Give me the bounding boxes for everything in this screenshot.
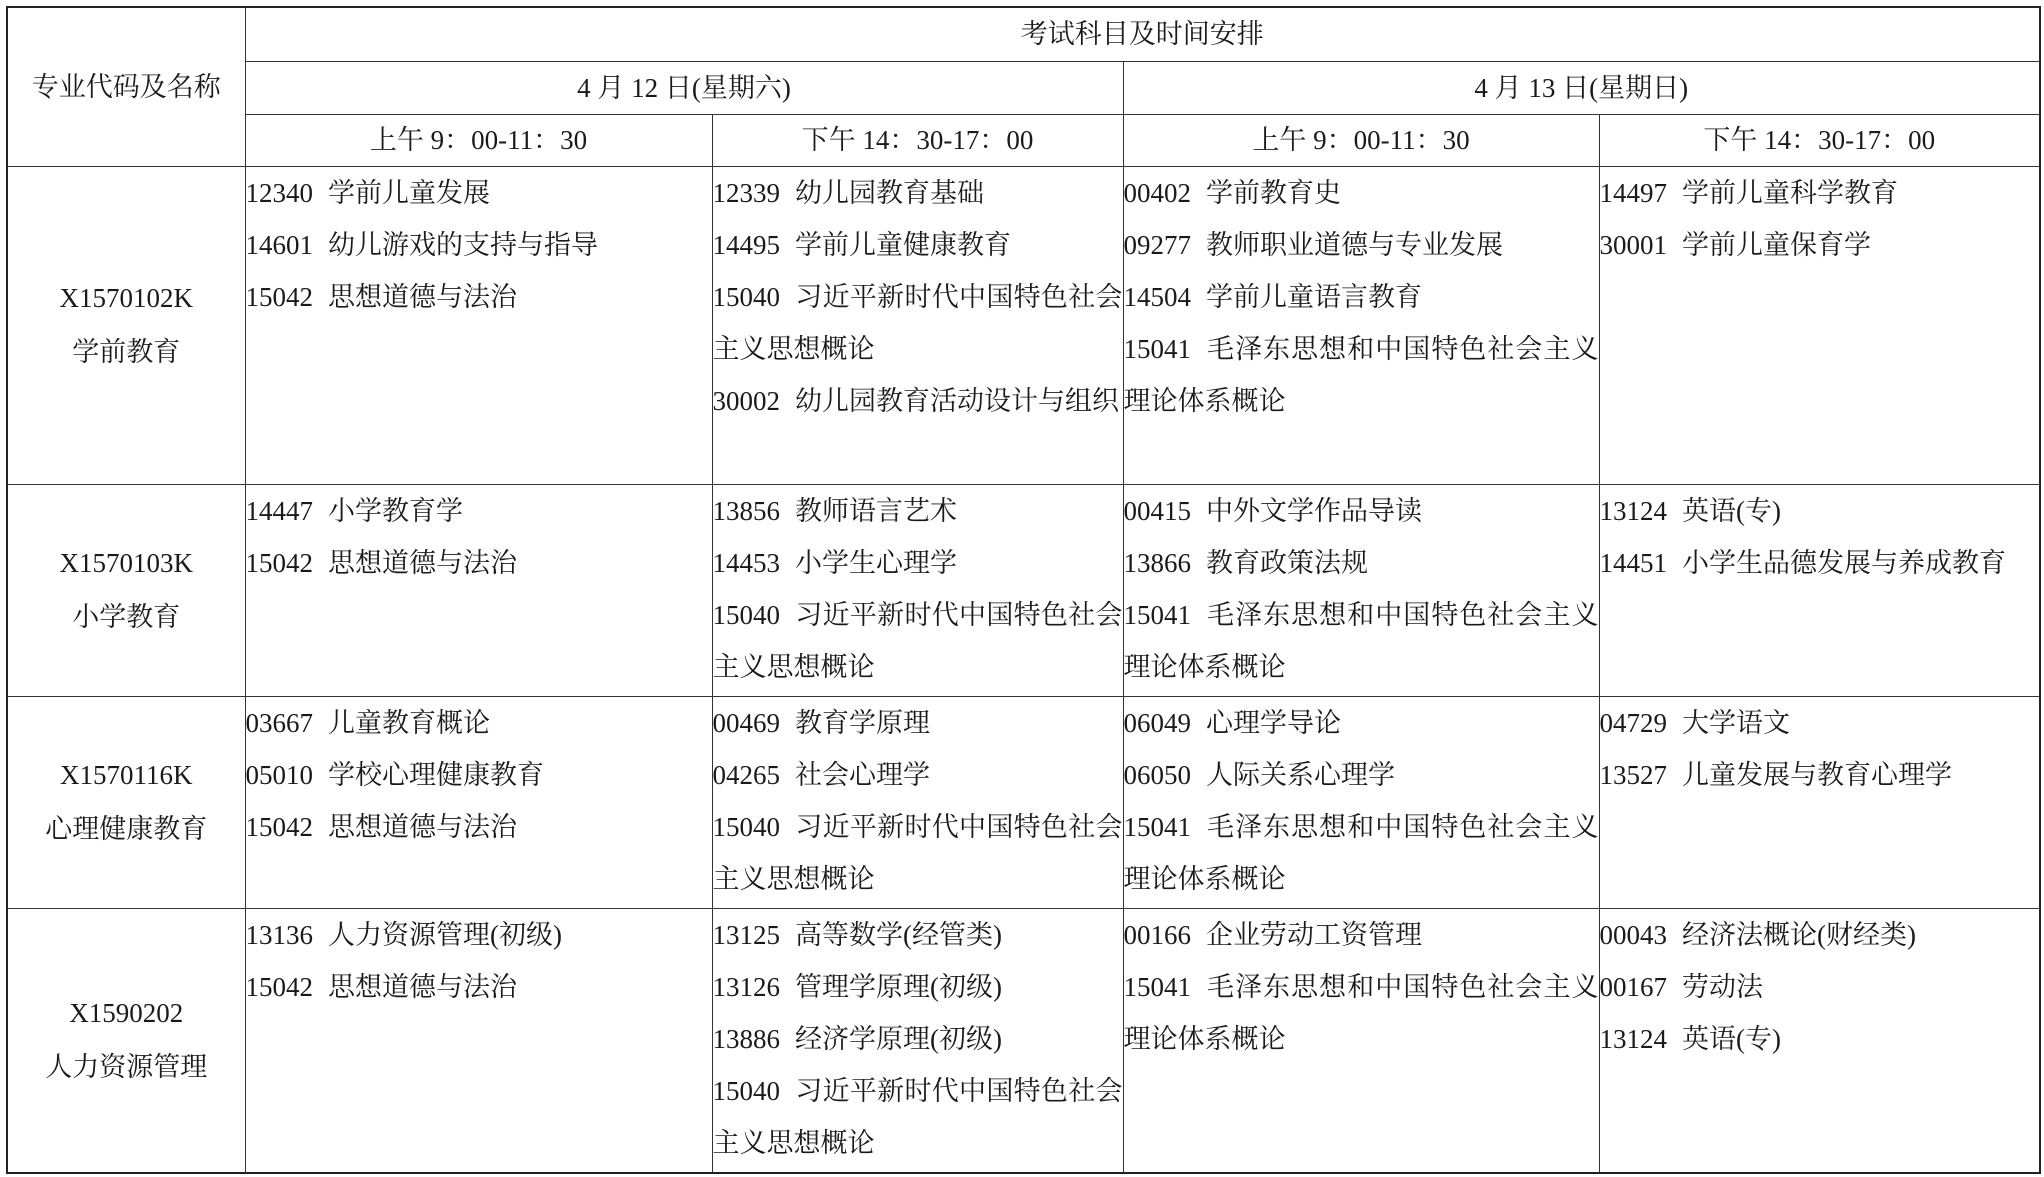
subject-code: 00415 <box>1123 495 1191 526</box>
subject-name: 习近平新时代中国特色社会主义思想概论 <box>712 1075 1123 1158</box>
subject-code: 15041 <box>1123 333 1191 364</box>
subject-name: 幼儿游戏的支持与指导 <box>328 229 598 260</box>
subject-code: 15041 <box>1123 811 1191 842</box>
subject-entry <box>246 219 712 271</box>
subject-entry <box>713 219 1123 271</box>
subject-code: 00166 <box>1123 919 1191 950</box>
major-code: X1590202 <box>69 998 184 1029</box>
subject-name: 毛泽东思想和中国特色社会主义理论体系概论 <box>1123 599 1599 682</box>
subject-code: 14504 <box>1123 281 1191 312</box>
subject-name: 学前儿童科学教育 <box>1682 177 1898 208</box>
header-row-dates <box>7 61 2040 114</box>
date-header-day-2: 4 月 13 日(星期日) <box>1123 61 2040 114</box>
subject-entry <box>1124 219 1599 271</box>
subject-code: 15042 <box>245 811 313 842</box>
subject-entry <box>246 909 712 961</box>
major-name: 人力资源管理 <box>45 1052 208 1083</box>
subject-name: 人力资源管理(初级) <box>328 919 562 950</box>
subject-name: 教育政策法规 <box>1206 547 1368 578</box>
subject-name: 幼儿园教育活动设计与组织 <box>795 385 1119 416</box>
subject-name: 小学生心理学 <box>795 547 957 578</box>
session-header-day-2-morning: 上午 9：00-11：30 <box>1123 114 1599 166</box>
subject-entry <box>1124 697 1599 749</box>
subject-entry <box>1124 537 1599 589</box>
subject-name: 习近平新时代中国特色社会主义思想概论 <box>712 281 1123 364</box>
major-name: 小学教育 <box>72 602 181 632</box>
schedule-body <box>7 166 2040 1173</box>
subject-name: 习近平新时代中国特色社会主义思想概论 <box>712 599 1123 682</box>
exam-schedule-table <box>6 6 2041 1174</box>
subject-entry <box>1124 589 1599 693</box>
subject-name: 学前教育史 <box>1206 177 1341 208</box>
subject-cell-day-2-afternoon <box>1599 696 2040 908</box>
subject-entry <box>1600 167 2040 219</box>
major-name: 心理健康教育 <box>45 814 208 844</box>
subject-entry <box>1124 801 1599 905</box>
subject-name: 学前儿童语言教育 <box>1206 281 1422 312</box>
subject-name: 小学生品德发展与养成教育 <box>1682 547 2006 578</box>
subject-name: 思想道德与法治 <box>328 971 517 1002</box>
subject-entry <box>713 485 1123 537</box>
subject-code: 15042 <box>245 281 313 312</box>
subject-entry <box>1600 1013 2040 1065</box>
subject-name: 幼儿园教育基础 <box>795 177 984 208</box>
subject-entry <box>246 749 712 801</box>
subject-code: 09277 <box>1123 229 1191 260</box>
subject-cell-day-2-afternoon <box>1599 908 2040 1173</box>
major-cell <box>7 166 245 484</box>
subject-name: 毛泽东思想和中国特色社会主义理论体系概论 <box>1123 971 1599 1054</box>
subject-code: 13886 <box>712 1023 780 1054</box>
subject-cell-day-1-afternoon <box>712 696 1123 908</box>
subject-entry <box>713 1065 1123 1169</box>
subject-code: 06050 <box>1123 759 1191 790</box>
subject-cell-day-1-morning <box>245 908 712 1173</box>
subject-entry <box>713 375 1123 427</box>
subject-entry <box>1124 749 1599 801</box>
subject-code: 15042 <box>245 547 313 578</box>
subject-code: 15041 <box>1123 971 1191 1002</box>
subject-entry <box>1124 909 1599 961</box>
subject-code: 13856 <box>712 495 780 526</box>
subject-cell-day-2-morning <box>1123 696 1599 908</box>
schedule-header <box>7 7 2040 166</box>
subject-cell-day-2-morning <box>1123 166 1599 484</box>
subject-name: 儿童发展与教育心理学 <box>1682 759 1952 790</box>
subject-name: 毛泽东思想和中国特色社会主义理论体系概论 <box>1123 811 1599 894</box>
subject-name: 小学教育学 <box>328 495 463 526</box>
schedule-title: 考试科目及时间安排 <box>245 7 2040 61</box>
subject-entry <box>1600 219 2040 271</box>
subject-code: 05010 <box>245 759 313 790</box>
subject-entry <box>713 801 1123 905</box>
major-name: 学前教育 <box>72 337 181 367</box>
subject-name: 习近平新时代中国特色社会主义思想概论 <box>712 811 1123 894</box>
subject-entry <box>1124 323 1599 427</box>
major-cell <box>7 696 245 908</box>
date-header-day-1: 4 月 12 日(星期六) <box>245 61 1123 114</box>
subject-entry <box>1600 909 2040 961</box>
session-header-day-1-morning: 上午 9：00-11：30 <box>245 114 712 166</box>
major-column-header: 专业代码及名称 <box>7 7 245 166</box>
subject-entry <box>713 589 1123 693</box>
subject-code: 00402 <box>1123 177 1191 208</box>
subject-entry <box>713 271 1123 375</box>
subject-entry <box>1600 697 2040 749</box>
subject-name: 英语(专) <box>1682 1023 1781 1054</box>
subject-code: 14453 <box>712 547 780 578</box>
subject-code: 12339 <box>712 177 780 208</box>
subject-name: 思想道德与法治 <box>328 547 517 578</box>
subject-code: 14451 <box>1599 547 1667 578</box>
subject-code: 15041 <box>1123 599 1191 630</box>
subject-name: 大学语文 <box>1682 707 1790 738</box>
subject-code: 13124 <box>1599 495 1667 526</box>
subject-cell-day-1-morning <box>245 166 712 484</box>
subject-cell-day-1-afternoon <box>712 908 1123 1173</box>
subject-code: 12340 <box>245 177 313 208</box>
subject-entry <box>713 537 1123 589</box>
subject-code: 06049 <box>1123 707 1191 738</box>
major-row <box>7 696 2040 908</box>
subject-name: 人际关系心理学 <box>1206 759 1395 790</box>
subject-code: 13125 <box>712 919 780 950</box>
subject-entry <box>713 1013 1123 1065</box>
subject-cell-day-1-morning <box>245 696 712 908</box>
subject-cell-day-2-morning <box>1123 908 1599 1173</box>
subject-code: 13126 <box>712 971 780 1002</box>
subject-name: 英语(专) <box>1682 495 1781 526</box>
subject-name: 教师职业道德与专业发展 <box>1206 229 1503 260</box>
subject-name: 高等数学(经管类) <box>795 919 1002 950</box>
subject-name: 学前儿童健康教育 <box>795 229 1011 260</box>
subject-code: 13866 <box>1123 547 1191 578</box>
subject-code: 04265 <box>712 759 780 790</box>
subject-code: 04729 <box>1599 707 1667 738</box>
header-row-title <box>7 7 2040 61</box>
subject-code: 13527 <box>1599 759 1667 790</box>
session-header-day-2-afternoon: 下午 14：30-17：00 <box>1599 114 2040 166</box>
major-row <box>7 908 2040 1173</box>
subject-cell-day-2-afternoon <box>1599 166 2040 484</box>
subject-entry <box>246 485 712 537</box>
subject-code: 14495 <box>712 229 780 260</box>
subject-cell-day-2-afternoon <box>1599 484 2040 696</box>
subject-entry <box>246 801 712 853</box>
subject-entry <box>713 697 1123 749</box>
subject-code: 13136 <box>245 919 313 950</box>
subject-entry <box>1600 961 2040 1013</box>
subject-name: 思想道德与法治 <box>328 811 517 842</box>
major-code: X1570103K <box>59 548 193 578</box>
subject-name: 心理学导论 <box>1206 707 1341 738</box>
subject-entry <box>713 749 1123 801</box>
subject-name: 思想道德与法治 <box>328 281 517 312</box>
major-cell <box>7 484 245 696</box>
subject-name: 学前儿童保育学 <box>1682 229 1871 260</box>
subject-name: 经济法概论(财经类) <box>1682 919 1916 950</box>
subject-entry <box>1600 749 2040 801</box>
subject-code: 14601 <box>245 229 313 260</box>
subject-code: 00043 <box>1599 919 1667 950</box>
subject-entry <box>246 271 712 323</box>
subject-name: 中外文学作品导读 <box>1206 495 1422 526</box>
subject-entry <box>713 961 1123 1013</box>
subject-cell-day-2-morning <box>1123 484 1599 696</box>
subject-name: 学校心理健康教育 <box>328 759 544 790</box>
subject-entry <box>1124 271 1599 323</box>
subject-name: 劳动法 <box>1682 971 1763 1002</box>
subject-code: 00167 <box>1599 971 1667 1002</box>
subject-code: 15040 <box>712 1075 780 1106</box>
subject-name: 经济学原理(初级) <box>795 1023 1002 1054</box>
subject-entry <box>713 909 1123 961</box>
subject-code: 15042 <box>245 971 313 1002</box>
major-code: X1570116K <box>60 760 193 790</box>
subject-entry <box>246 167 712 219</box>
subject-entry <box>246 961 712 1013</box>
subject-code: 15040 <box>712 599 780 630</box>
header-row-sessions <box>7 114 2040 166</box>
subject-code: 03667 <box>245 707 313 738</box>
subject-name: 企业劳动工资管理 <box>1206 919 1422 950</box>
subject-entry <box>1124 167 1599 219</box>
subject-name: 学前儿童发展 <box>328 177 490 208</box>
subject-code: 30002 <box>712 385 780 416</box>
major-cell <box>7 908 245 1173</box>
subject-entry <box>1600 485 2040 537</box>
subject-code: 13124 <box>1599 1023 1667 1054</box>
subject-entry <box>246 537 712 589</box>
subject-code: 15040 <box>712 281 780 312</box>
subject-name: 社会心理学 <box>795 759 930 790</box>
subject-name: 管理学原理(初级) <box>795 971 1002 1002</box>
subject-entry <box>1124 961 1599 1065</box>
subject-code: 30001 <box>1599 229 1667 260</box>
subject-code: 14497 <box>1599 177 1667 208</box>
subject-name: 教师语言艺术 <box>795 495 957 526</box>
major-row <box>7 484 2040 696</box>
subject-entry <box>1600 537 2040 589</box>
subject-code: 00469 <box>712 707 780 738</box>
session-header-day-1-afternoon: 下午 14：30-17：00 <box>712 114 1123 166</box>
subject-name: 儿童教育概论 <box>328 707 490 738</box>
major-row <box>7 166 2040 484</box>
subject-cell-day-1-morning <box>245 484 712 696</box>
subject-code: 15040 <box>712 811 780 842</box>
subject-entry <box>1124 485 1599 537</box>
major-code: X1570102K <box>59 283 193 313</box>
subject-code: 14447 <box>245 495 313 526</box>
subject-entry <box>713 167 1123 219</box>
subject-name: 毛泽东思想和中国特色社会主义理论体系概论 <box>1123 333 1599 416</box>
subject-cell-day-1-afternoon <box>712 166 1123 484</box>
subject-entry <box>246 697 712 749</box>
subject-name: 教育学原理 <box>795 707 930 738</box>
subject-cell-day-1-afternoon <box>712 484 1123 696</box>
